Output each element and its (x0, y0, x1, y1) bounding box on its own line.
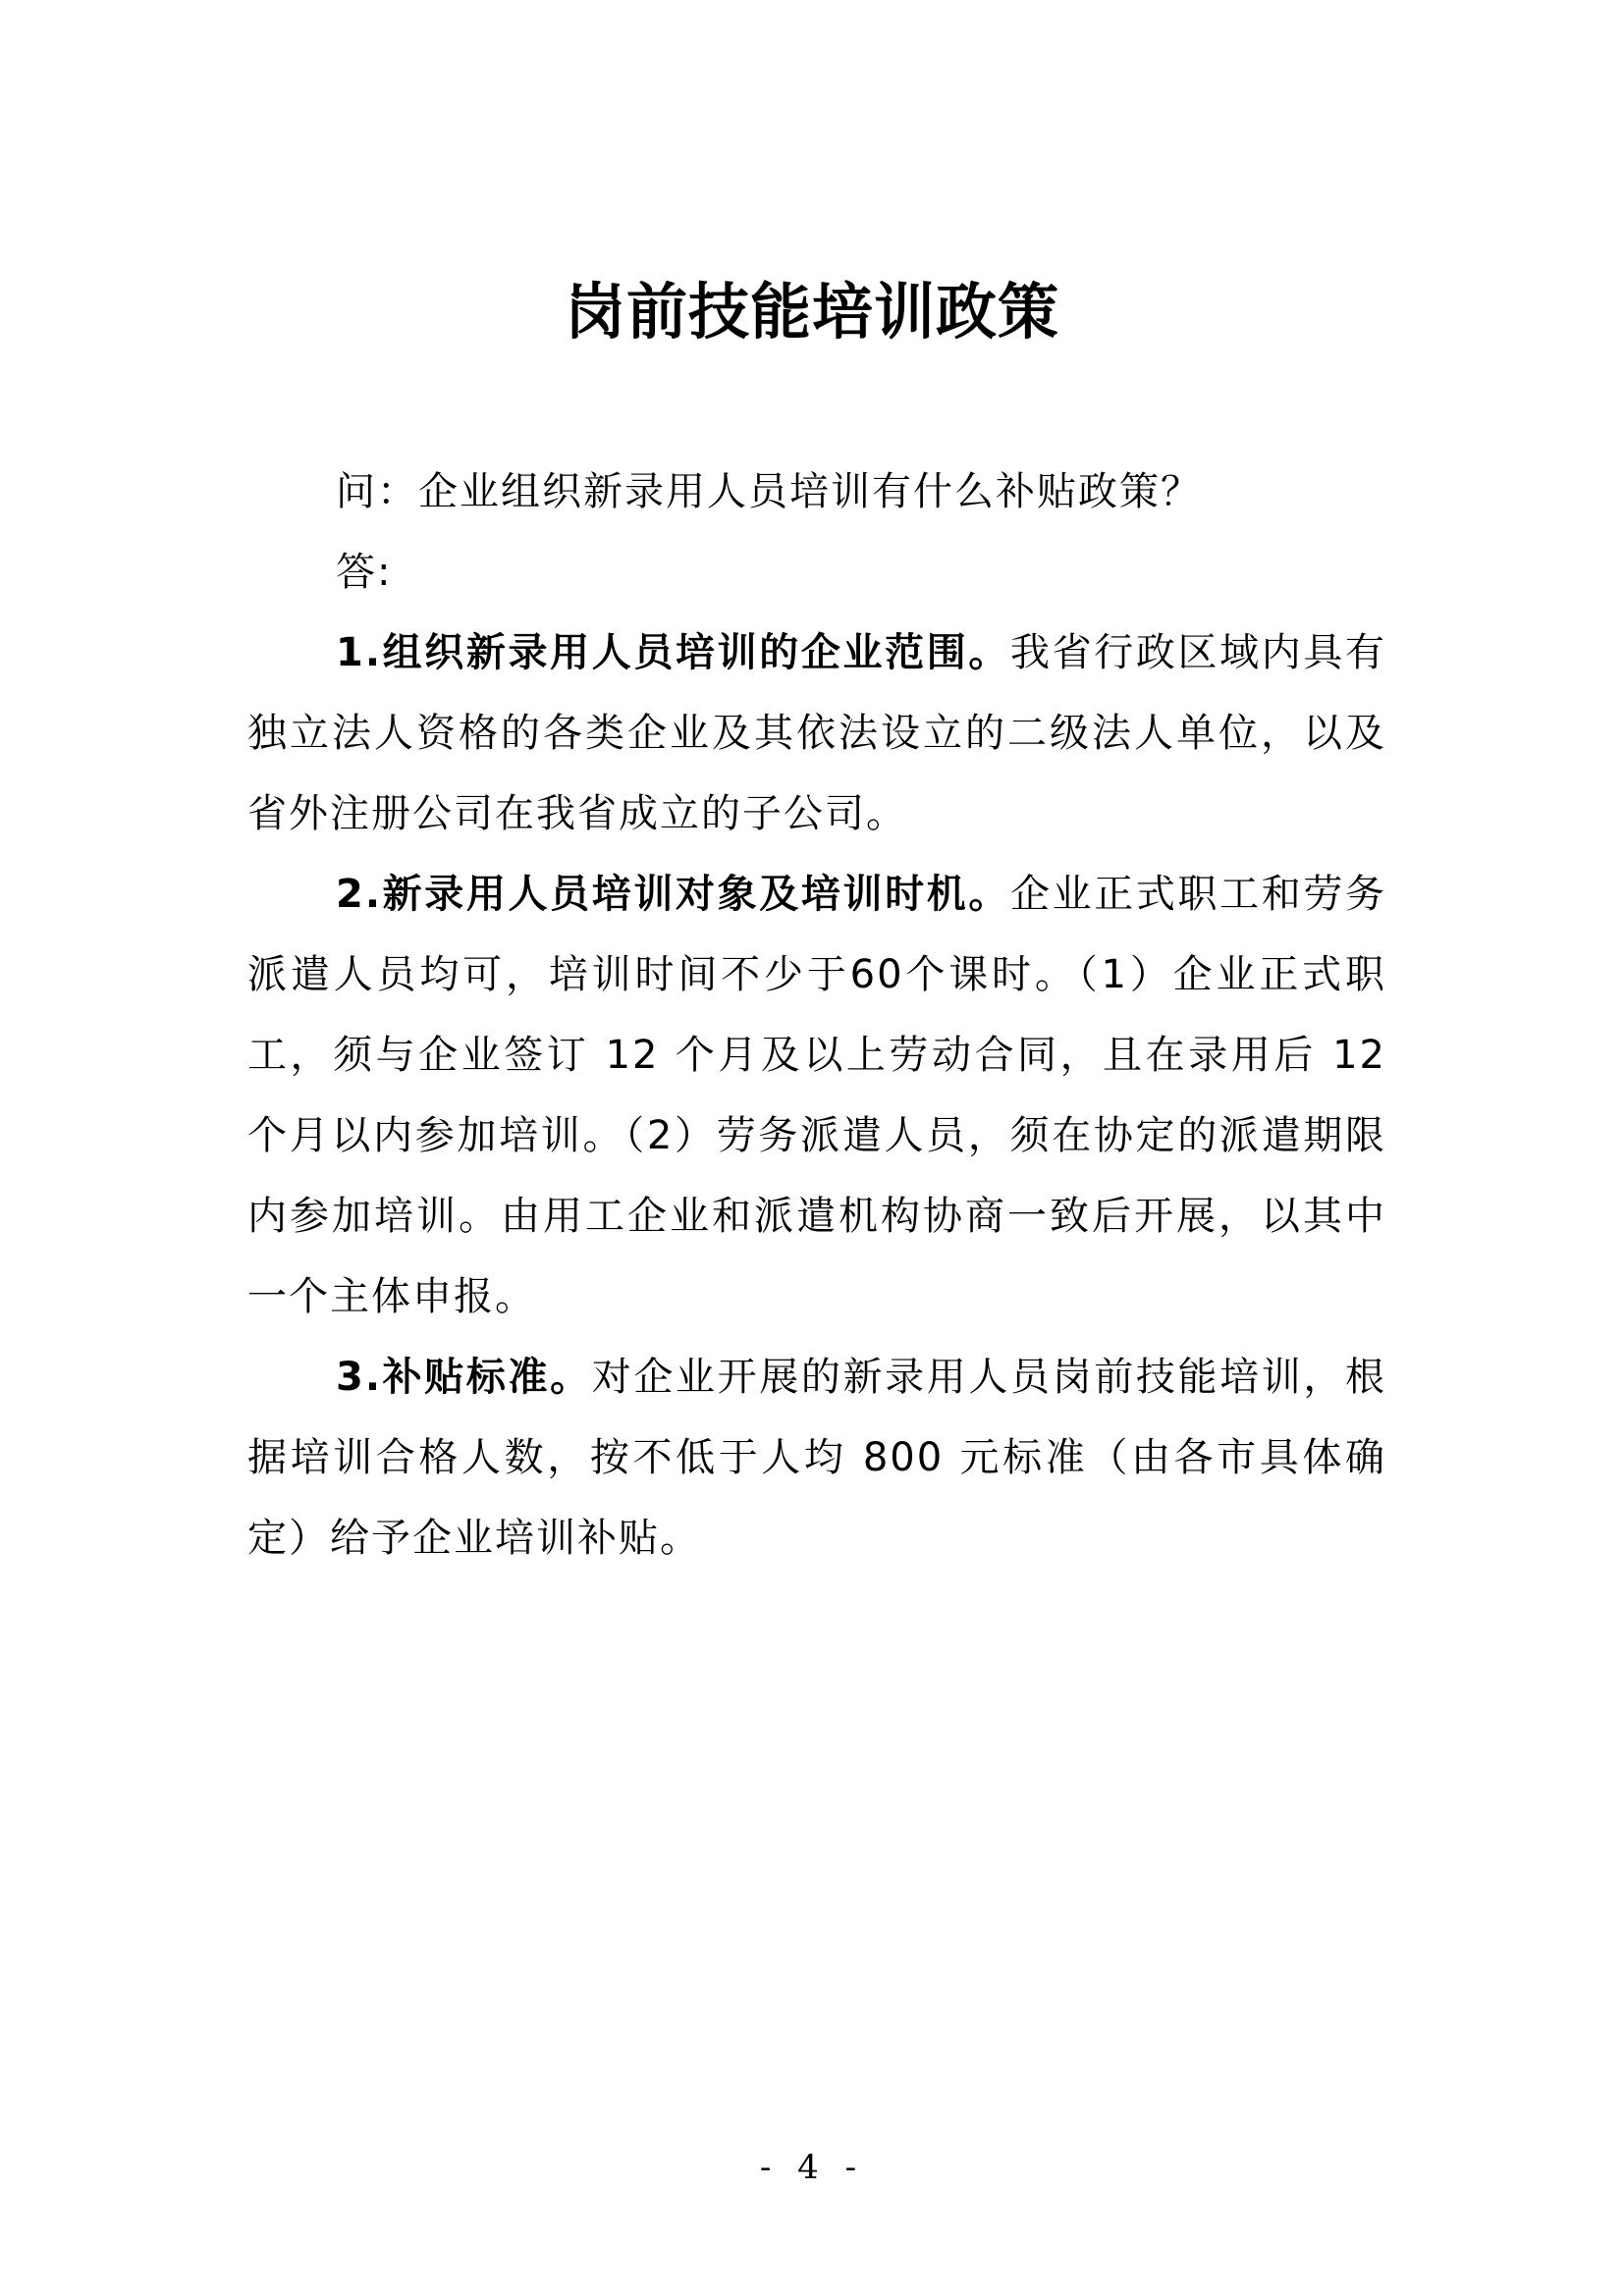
question-paragraph: 问：企业组织新录用人员培训有什么补贴政策？ (336, 469, 1202, 514)
answer-label: 答: (336, 550, 393, 595)
section-3-text: 对企业开展的新录用人员岗前技能培训，根据培训合格人数，按不低于人均 800 元标准（由各市具体确定）给予企业培训补贴。 (247, 1355, 1387, 1561)
section-3-paragraph (247, 1337, 1386, 1578)
section-1-text: 我省行政区域内具有独立法人资格的各类企业及其依法设立的二级法人单位，以及省外注册公司在我省成立的子公司。 (247, 630, 1387, 836)
section-2-text: 企业正式职工和劳务派遣人员均可，培训时间不少于60个课时。（1）企业正式职工，须与企业签订 12 个月及以上劳动合同，且在录用后 12 个月以内参加培训。（2）劳务派遣人员，须在协定的派遣期限内参加培训。由用工企业和派遣机构协商一致后开展，以其中一个主体申报。 (247, 872, 1387, 1319)
section-3-heading: 3.补贴标准。 (336, 1355, 592, 1400)
section-1-heading: 1.组织新录用人员培训的企业范围。 (336, 630, 1011, 675)
section-2-paragraph (247, 854, 1386, 1337)
document-title: 岗前技能培训政策 (564, 276, 1059, 347)
section-1-paragraph (247, 613, 1386, 854)
page-number: - 4 - (759, 2148, 865, 2187)
section-2-heading: 2.新录用人员培训对象及培训时机。 (336, 872, 1011, 917)
document-body (247, 452, 1386, 1578)
